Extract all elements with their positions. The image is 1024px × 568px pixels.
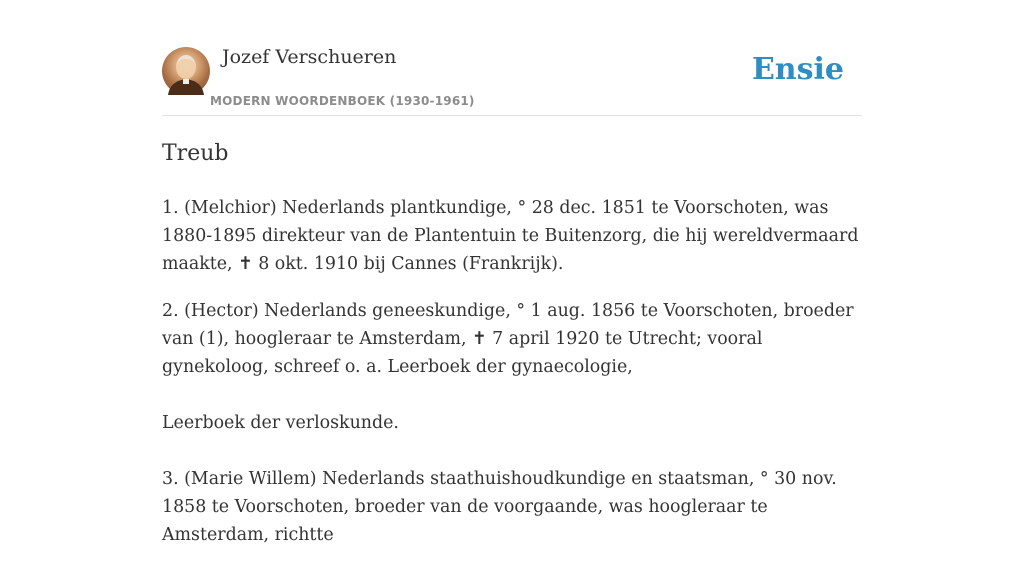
entry-paragraph: Leerboek der verloskunde. xyxy=(162,413,399,433)
entry-paragraph: 3. (Marie Willem) Nederlands staathuishoudkundige en staatsman, ° 30 nov. 1858 te Voorschoten, broeder van de voorgaande, was hoogleraar te Amsterdam, richtte xyxy=(162,469,837,545)
header xyxy=(162,46,862,116)
author-avatar[interactable] xyxy=(162,47,210,95)
source-label[interactable]: MODERN WOORDENBOEK (1930-1961) xyxy=(210,94,475,108)
portrait-icon xyxy=(162,47,210,95)
entry-paragraph: 2. (Hector) Nederlands geneeskundige, ° 1 aug. 1856 te Voorschoten, broeder van (1), hoogleraar te Amsterdam, ✝ 7 april 1920 te Utrecht; vooral gynekoloog, schreef o. a. Leerboek der gynaecologie, xyxy=(162,301,854,377)
author-name[interactable]: Jozef Verschueren xyxy=(222,46,397,68)
entry-paragraph: 1. (Melchior) Nederlands plantkundige, ° 28 dec. 1851 te Voorschoten, was 1880-1895 direkteur van de Plantentuin te Buitenzorg, die hij wereldvermaard maakte, ✝ 8 okt. 1910 bij Cannes (Frankrijk). xyxy=(162,198,859,274)
entry-content xyxy=(162,138,862,568)
ensie-logo[interactable]: Ensie xyxy=(751,52,844,87)
entry-title: Treub xyxy=(162,141,229,166)
